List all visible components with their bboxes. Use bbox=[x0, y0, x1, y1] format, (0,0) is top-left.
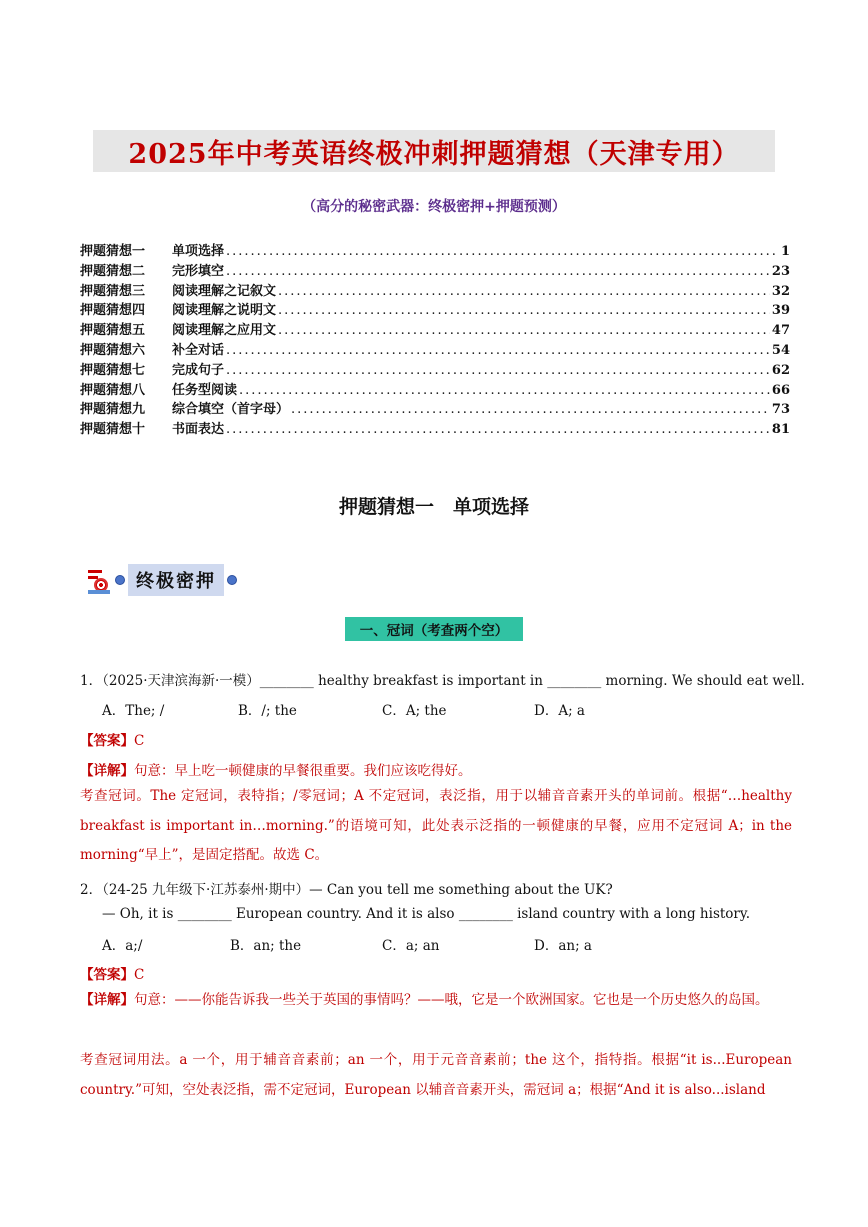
badge-label: 终极密押 bbox=[128, 564, 224, 596]
toc-page: 1 bbox=[780, 244, 790, 259]
toc-title: 补全对话 bbox=[172, 342, 225, 358]
answer-value: C bbox=[134, 733, 145, 749]
option-d: D．an; a bbox=[534, 938, 592, 954]
option-c: C．a; an bbox=[382, 938, 440, 954]
toc-entry[interactable] bbox=[80, 339, 790, 359]
toc-leader bbox=[226, 343, 770, 358]
toc-page: 32 bbox=[771, 283, 790, 299]
toc-leader bbox=[239, 383, 770, 398]
option-b: B．/; the bbox=[238, 703, 297, 719]
target-icon bbox=[86, 566, 112, 594]
answer-tag: 【答案】 bbox=[80, 733, 134, 749]
document-title: 2025年中考英语终极冲刺押题猜想（天津专用） bbox=[128, 138, 740, 170]
answer-line bbox=[80, 963, 144, 983]
toc-number: 押题猜想六 bbox=[80, 342, 146, 358]
detail-line bbox=[80, 759, 472, 779]
explanation-text: 考查冠词用法。a 一个，用于辅音音素前；an 一个，用于元音音素前；the 这个，指特指。根据“it is...European country.”可知，空处表泛指，需不定冠词，European 以辅音音素开头，需冠词 a；根据“And it is also...island bbox=[80, 1052, 792, 1098]
toc-entry[interactable] bbox=[80, 359, 790, 379]
toc-entry[interactable] bbox=[80, 299, 790, 319]
toc-entry[interactable] bbox=[80, 240, 790, 260]
toc-leader bbox=[291, 402, 770, 417]
question-options bbox=[102, 699, 585, 719]
toc-page: 66 bbox=[771, 382, 790, 398]
toc-number: 押题猜想四 bbox=[80, 303, 146, 319]
toc-page: 54 bbox=[771, 342, 790, 358]
toc-title: 任务型阅读 bbox=[172, 382, 238, 398]
section-heading: 押题猜想一 单项选择 bbox=[338, 496, 529, 518]
toc-title: 阅读理解之说明文 bbox=[172, 303, 277, 319]
toc-page: 47 bbox=[771, 323, 790, 339]
bullet-dot-icon bbox=[227, 575, 237, 585]
document-subtitle: （高分的秘密武器：终极密押+押题预测） bbox=[302, 199, 566, 215]
toc-entry[interactable] bbox=[80, 379, 790, 399]
toc-leader bbox=[278, 303, 770, 318]
toc-leader bbox=[226, 422, 770, 437]
toc-entry[interactable] bbox=[80, 319, 790, 339]
toc-number: 押题猜想五 bbox=[80, 323, 146, 339]
toc-number: 押题猜想二 bbox=[80, 263, 146, 279]
toc-number: 押题猜想九 bbox=[80, 402, 146, 418]
toc-entry[interactable] bbox=[80, 260, 790, 280]
toc-number: 押题猜想一 bbox=[80, 244, 146, 259]
detail-paragraph bbox=[80, 986, 792, 1016]
toc-leader bbox=[278, 284, 770, 299]
toc-number: 押题猜想十 bbox=[80, 422, 146, 438]
question-stem-continued: — Oh, it is ________ European country. And it is also ________ island country with a long history. bbox=[102, 906, 750, 922]
option-a: A．The; / bbox=[102, 703, 165, 719]
toc-entry[interactable] bbox=[80, 280, 790, 300]
detail-tag: 【详解】 bbox=[80, 992, 134, 1008]
table-of-contents bbox=[80, 240, 790, 438]
detail-intro: 句意：早上吃一顿健康的早餐很重要。我们应该吃得好。 bbox=[134, 763, 472, 779]
answer-tag: 【答案】 bbox=[80, 967, 134, 983]
toc-title: 综合填空（首字母） bbox=[172, 402, 290, 418]
answer-value: C bbox=[134, 967, 145, 983]
detail-tag: 【详解】 bbox=[80, 763, 134, 779]
toc-title: 完成句子 bbox=[172, 362, 225, 378]
category-heading: 一、冠词（考查两个空） bbox=[345, 617, 523, 641]
ultimate-prediction-badge bbox=[86, 564, 240, 596]
question-stem: 2．（24-25 九年级下·江苏泰州·期中）— Can you tell me something about the UK? bbox=[80, 882, 613, 898]
toc-title: 完形填空 bbox=[172, 263, 225, 279]
document-title-box bbox=[93, 130, 775, 172]
option-d: D．A; a bbox=[534, 703, 585, 719]
toc-title: 阅读理解之应用文 bbox=[172, 323, 277, 339]
toc-leader bbox=[278, 323, 770, 338]
detail-intro: 句意：——你能告诉我一些关于英国的事情吗？——哦，它是一个欧洲国家。它也是一个历史悠久的岛国。 bbox=[134, 992, 769, 1008]
question-stem: 1．（2025·天津滨海新·一模）________ healthy breakfast is important in ________ morning. We should eat well. bbox=[80, 673, 805, 689]
bullet-dot-icon bbox=[115, 575, 125, 585]
toc-leader bbox=[226, 363, 770, 378]
question-options bbox=[102, 934, 592, 954]
toc-page: 39 bbox=[771, 303, 790, 319]
explanation-text: 考查冠词。The 定冠词，表特指；/零冠词；A 不定冠词，表泛指，用于以辅音音素开头的单词前。根据“…healthy breakfast is important in…morning.”的语境可知，此处表示泛指的一顿健康的早餐，应用不定冠词 A；in the morning“早上”，是固定搭配。故选 C。 bbox=[80, 788, 792, 863]
toc-number: 押题猜想八 bbox=[80, 382, 146, 398]
toc-leader bbox=[226, 264, 770, 279]
answer-line bbox=[80, 729, 144, 749]
toc-page: 23 bbox=[771, 263, 790, 279]
toc-number: 押题猜想七 bbox=[80, 362, 146, 378]
toc-entry[interactable] bbox=[80, 398, 790, 418]
toc-number: 押题猜想三 bbox=[80, 283, 146, 299]
toc-title: 阅读理解之记叙文 bbox=[172, 283, 277, 299]
option-b: B．an; the bbox=[230, 938, 302, 954]
toc-page: 62 bbox=[771, 362, 790, 378]
toc-page: 81 bbox=[771, 422, 790, 438]
toc-page: 73 bbox=[771, 402, 790, 418]
option-a: A．a;/ bbox=[102, 938, 143, 954]
toc-entry[interactable] bbox=[80, 418, 790, 438]
toc-leader bbox=[226, 244, 779, 259]
toc-title: 单项选择 bbox=[172, 244, 225, 259]
toc-title: 书面表达 bbox=[172, 422, 225, 438]
option-c: C．A; the bbox=[382, 703, 447, 719]
